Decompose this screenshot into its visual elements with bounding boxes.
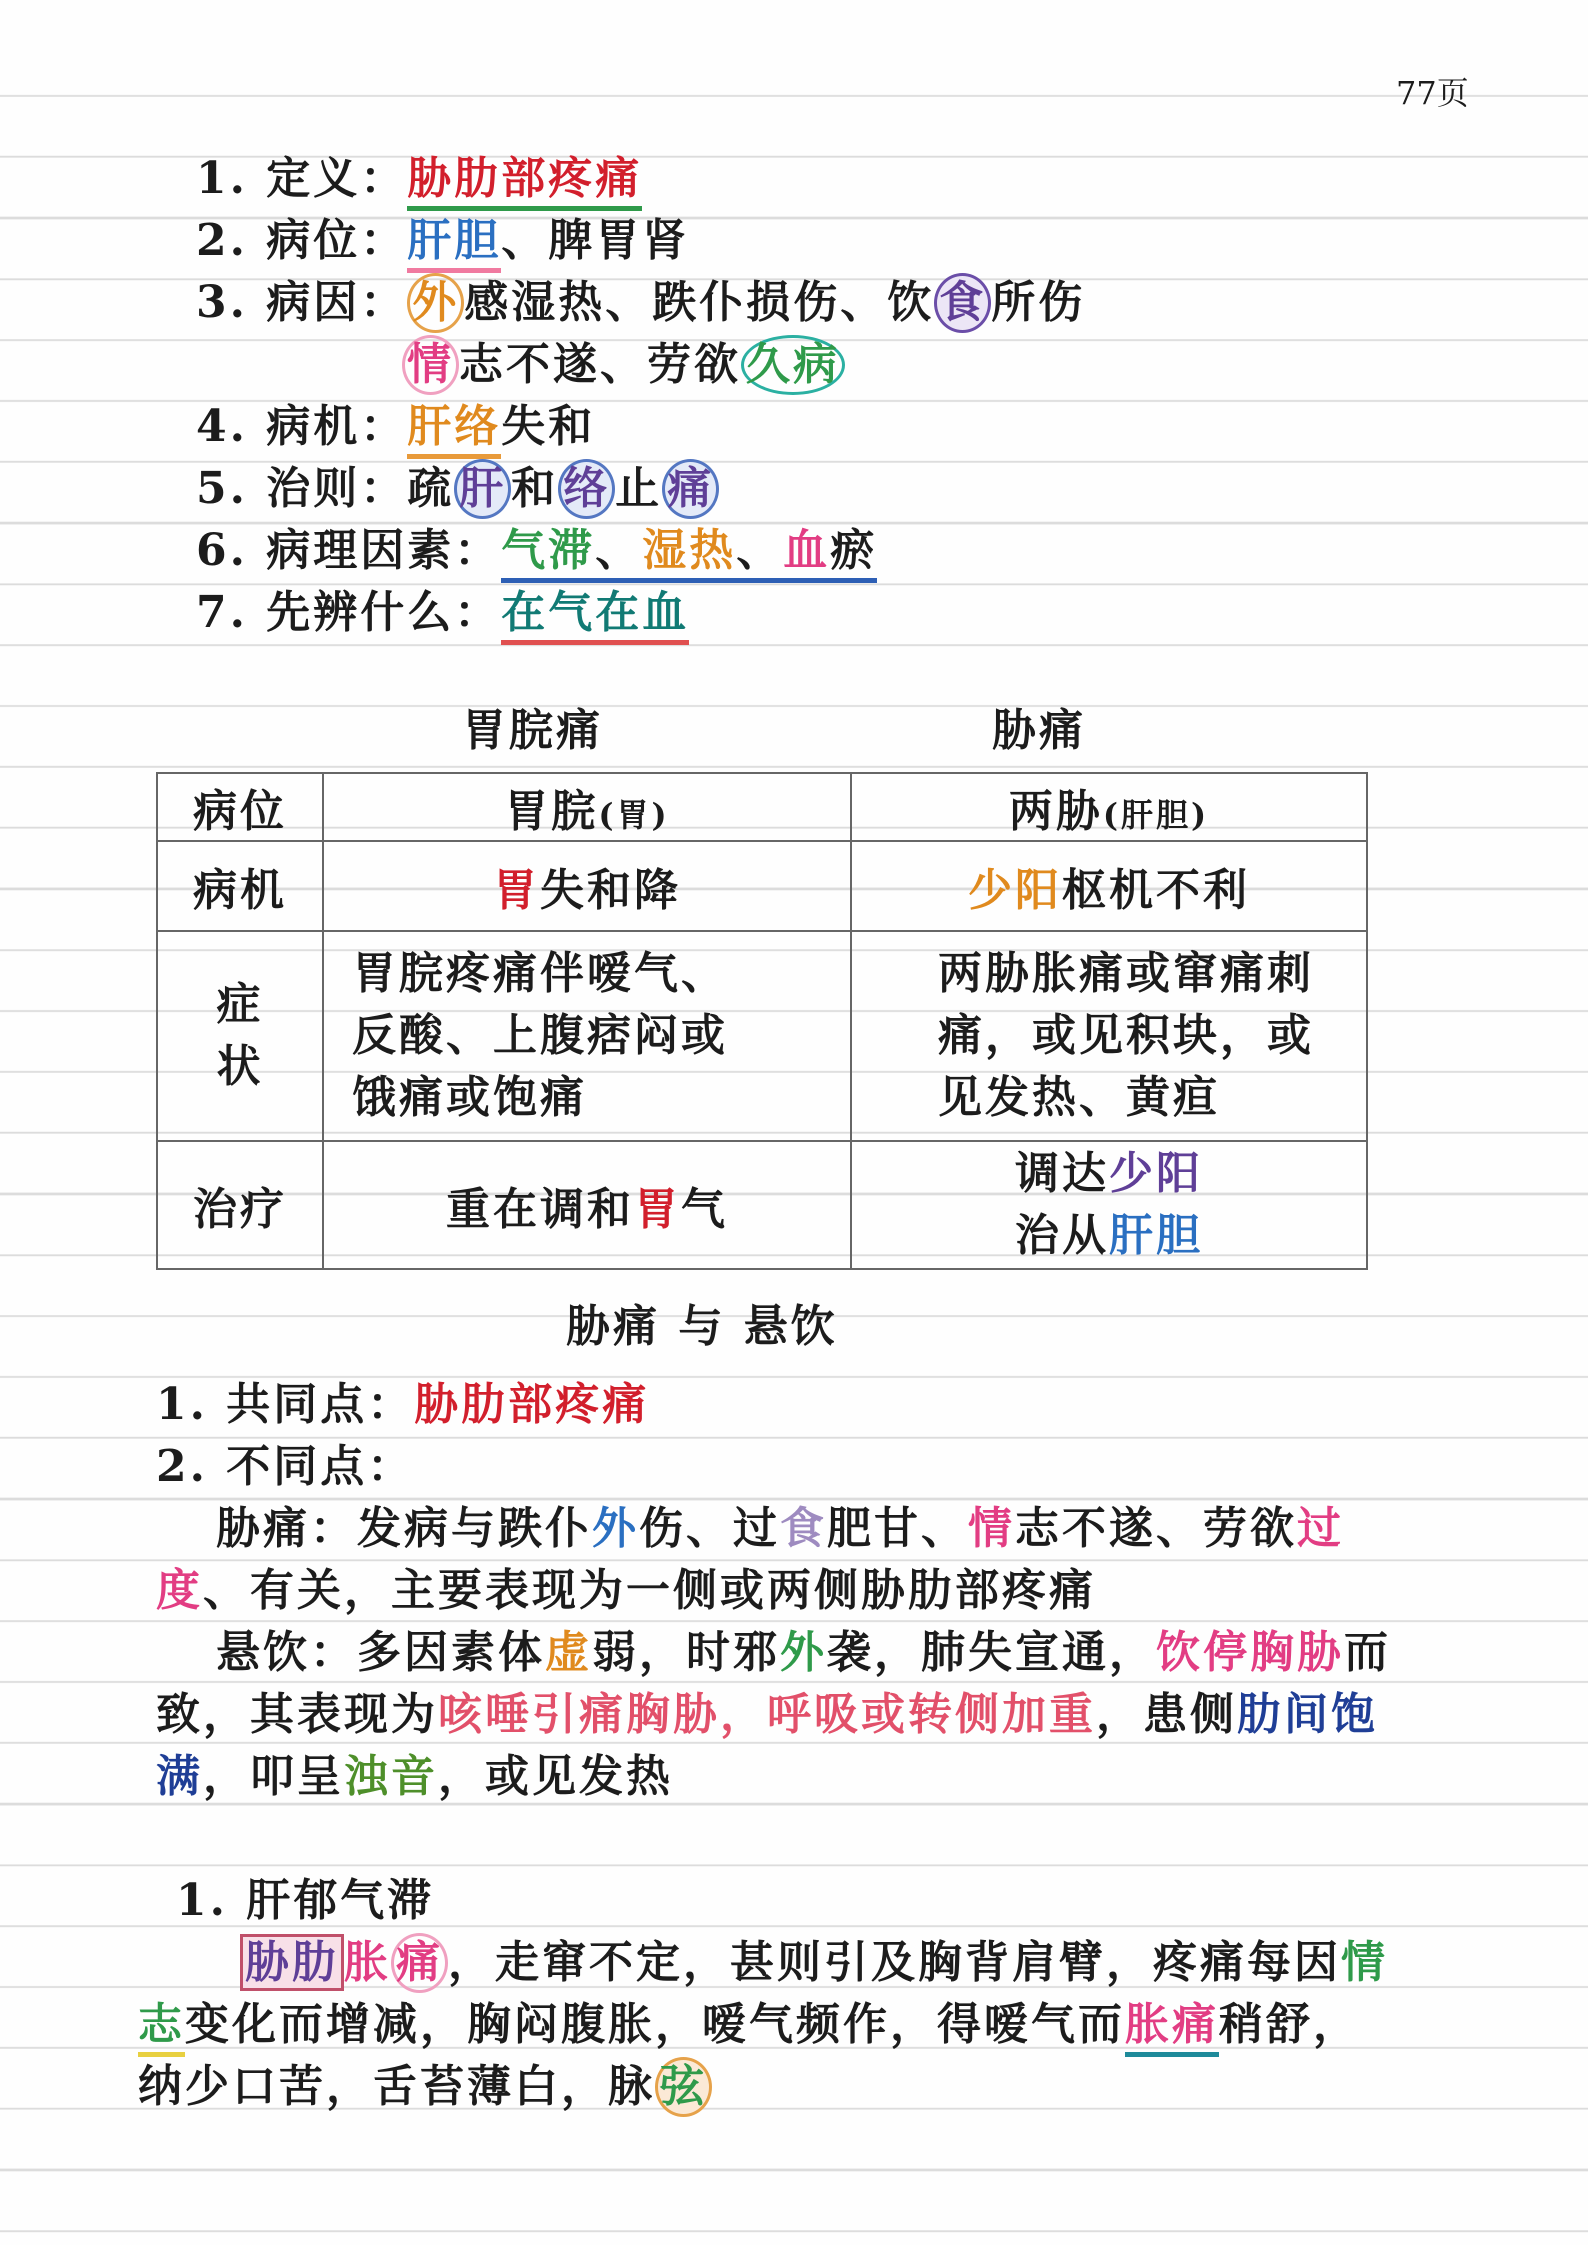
circled-char: 痛 xyxy=(391,1933,448,1993)
cell-text: 两胁 xyxy=(1008,786,1103,837)
cell-text: 重在调和 xyxy=(446,1184,634,1235)
common-label: 1. 共同点： xyxy=(156,1379,415,1430)
circled-char: 食 xyxy=(934,273,991,333)
def-line-5 xyxy=(196,396,595,458)
circled-char: 久病 xyxy=(741,335,845,395)
value-part: 气滞 xyxy=(501,525,596,576)
table-cell xyxy=(851,773,1367,841)
circled-char: 络 xyxy=(558,459,615,519)
text-part: ，或见发热 xyxy=(438,1751,673,1802)
xuanyin-line-1 xyxy=(216,1622,1391,1684)
ganyu-line-2 xyxy=(138,1994,1360,2056)
cell-text: 治从 xyxy=(1015,1210,1109,1261)
def-label: 7. 先辨什么： xyxy=(196,587,502,638)
table-cell xyxy=(851,1141,1367,1269)
text-part: 满 xyxy=(156,1751,203,1802)
row-label: 治疗 xyxy=(157,1141,323,1269)
cell-highlight: 少阳 xyxy=(1109,1148,1203,1199)
row-label: 病位 xyxy=(157,773,323,841)
text-part: 纳少口苦，舌苔薄白，脉 xyxy=(138,2061,655,2112)
cell-line: 见发热、黄疸 xyxy=(938,1072,1220,1123)
def-line-8 xyxy=(196,582,689,644)
text-part: 咳唾引痛胸胁，呼吸或转侧加重 xyxy=(438,1689,1096,1740)
table-heading-left: 胃脘痛 xyxy=(462,705,603,756)
text-part: 过 xyxy=(1297,1503,1344,1554)
def-value: 肝络 xyxy=(407,401,501,459)
def-line-2 xyxy=(196,210,689,272)
cell-line: 饿痛或饱痛 xyxy=(352,1072,587,1123)
cell-text: 失和降 xyxy=(540,865,681,916)
text-part: 、有关，主要表现为一侧或两侧胁肋部疼痛 xyxy=(203,1565,1096,1616)
def-value: 肝胆 xyxy=(407,215,501,273)
text-part: 外 xyxy=(592,1503,639,1554)
xuanyin-line-2 xyxy=(156,1684,1378,1746)
text-part: 而 xyxy=(1344,1627,1391,1678)
text-part: 情 xyxy=(1341,1937,1388,1988)
def-text: 失和 xyxy=(501,401,596,452)
text-part: ，患侧 xyxy=(1096,1689,1237,1740)
cell-text: 胃脘 xyxy=(504,786,599,837)
cell-text: 枢机不利 xyxy=(1062,865,1250,916)
text-part: ，走窜不定，甚则引及胸背肩臂，疼痛每因 xyxy=(448,1937,1341,1988)
cell-line: 两胁胀痛或窜痛刺 xyxy=(938,948,1314,999)
xuanyin-line-3 xyxy=(156,1746,673,1808)
text-part: 致，其表现为 xyxy=(156,1689,438,1740)
value-part: 湿热 xyxy=(642,525,737,576)
value-part: 血 xyxy=(783,525,831,576)
def-value: 在气在血 xyxy=(501,587,689,645)
page-number: 77页 xyxy=(1396,74,1469,112)
common-value: 胁肋部疼痛 xyxy=(414,1379,650,1430)
def-label: 4. 病机： xyxy=(196,401,408,452)
cell-text: 气 xyxy=(681,1184,728,1235)
def-line-3 xyxy=(196,272,1085,334)
def-line-4 xyxy=(402,334,845,396)
row-label-text: 症状 xyxy=(216,979,264,1092)
cell-line xyxy=(853,1205,1365,1267)
def-line-7 xyxy=(196,520,877,582)
text-part: 袭，肺失宣通， xyxy=(827,1627,1156,1678)
text-part: 志不遂、劳欲 xyxy=(1015,1503,1297,1554)
text-part: 弱，时邪 xyxy=(592,1627,780,1678)
difference-label: 2. 不同点： xyxy=(156,1441,415,1492)
row-label xyxy=(157,931,323,1141)
table-cell xyxy=(323,773,851,841)
table-cell xyxy=(323,841,851,931)
cell-highlight: 胃 xyxy=(493,865,540,916)
text-part: 变化而增减，胸闷腹胀，嗳气频作，得嗳气而 xyxy=(185,1999,1125,2050)
text-part: 度 xyxy=(156,1565,203,1616)
def-label: 2. 病位： xyxy=(196,215,408,266)
text-part: 肥甘、 xyxy=(827,1503,968,1554)
value-part: 、 xyxy=(595,525,643,576)
value-part: 瘀 xyxy=(830,525,878,576)
cell-highlight: 少阳 xyxy=(968,865,1062,916)
comparison-table xyxy=(156,772,1368,1270)
boxed-text: 胁肋 xyxy=(240,1934,344,1991)
def-label: 1. 定义： xyxy=(196,153,408,204)
text-part: 悬饮：多因素体 xyxy=(216,1627,545,1678)
text-part: 食 xyxy=(780,1503,827,1554)
text-part: ，叩呈 xyxy=(203,1751,344,1802)
text-part: 虚 xyxy=(545,1627,592,1678)
section3-title: 1. 肝郁气滞 xyxy=(176,1875,435,1926)
text-part: 情 xyxy=(968,1503,1015,1554)
def-text: 所伤 xyxy=(991,277,1086,328)
table-row xyxy=(157,841,1367,931)
cell-highlight: 胃 xyxy=(634,1184,681,1235)
table-cell xyxy=(323,1141,851,1269)
row-label: 病机 xyxy=(157,841,323,931)
def-label: 3. 病因： xyxy=(196,277,408,328)
def-line-6 xyxy=(196,458,719,520)
text-part: 稍舒， xyxy=(1219,1999,1360,2050)
cell-line xyxy=(853,1143,1365,1205)
def-text: 止 xyxy=(615,463,663,514)
text-part: 胁痛：发病与跌仆 xyxy=(216,1503,592,1554)
cell-line: 胃脘疼痛伴嗳气、 xyxy=(352,948,728,999)
def-label: 5. 治则： xyxy=(196,463,408,514)
def-value xyxy=(501,525,877,583)
text-part: 饮停胸胁 xyxy=(1156,1627,1344,1678)
def-text: 疏 xyxy=(407,463,455,514)
def-text: 志不遂、劳欲 xyxy=(459,339,741,390)
xiongtong-line-2 xyxy=(156,1560,1096,1622)
cell-text: 调达 xyxy=(1015,1148,1109,1199)
cell-line: 痛，或见积块，或 xyxy=(938,1010,1314,1061)
cell-line: 反酸、上腹痞闷或 xyxy=(352,1010,728,1061)
def-label: 6. 病理因素： xyxy=(196,525,502,576)
table-heading-right: 胁痛 xyxy=(992,705,1086,756)
text-part: 胀 xyxy=(344,1937,391,1988)
section2-title: 胁痛 与 悬饮 xyxy=(566,1301,838,1352)
text-part: 肋间饱 xyxy=(1237,1689,1378,1740)
table-cell xyxy=(323,931,851,1141)
ganyu-line-3 xyxy=(138,2056,712,2118)
cell-highlight: 肝胆 xyxy=(1109,1210,1203,1261)
text-part: 伤、过 xyxy=(639,1503,780,1554)
def-text: 、脾胃肾 xyxy=(501,215,690,266)
circled-char: 情 xyxy=(402,335,459,395)
def-line-1 xyxy=(196,148,642,210)
common-point xyxy=(156,1374,649,1436)
cell-note: (肝胆) xyxy=(1102,796,1210,834)
table-cell xyxy=(851,931,1367,1141)
text-part: 浊音 xyxy=(344,1751,438,1802)
value-part: 、 xyxy=(736,525,784,576)
table-row xyxy=(157,931,1367,1141)
table-row xyxy=(157,773,1367,841)
circled-char: 外 xyxy=(407,273,464,333)
xiongtong-line-1 xyxy=(216,1498,1344,1560)
text-part: 外 xyxy=(780,1627,827,1678)
text-part: 胀痛 xyxy=(1125,1999,1219,2057)
circled-char: 痛 xyxy=(662,459,719,519)
cell-note: (胃) xyxy=(598,796,670,834)
table-row xyxy=(157,1141,1367,1269)
def-text: 感湿热、跌仆损伤、饮 xyxy=(464,277,935,328)
table-cell xyxy=(851,841,1367,931)
ganyu-line-1 xyxy=(240,1932,1388,1994)
def-text: 和 xyxy=(511,463,559,514)
text-part: 志 xyxy=(138,1999,185,2057)
circled-char: 弦 xyxy=(655,2057,712,2117)
def-value: 胁肋部疼痛 xyxy=(407,153,642,211)
circled-char: 肝 xyxy=(454,459,511,519)
